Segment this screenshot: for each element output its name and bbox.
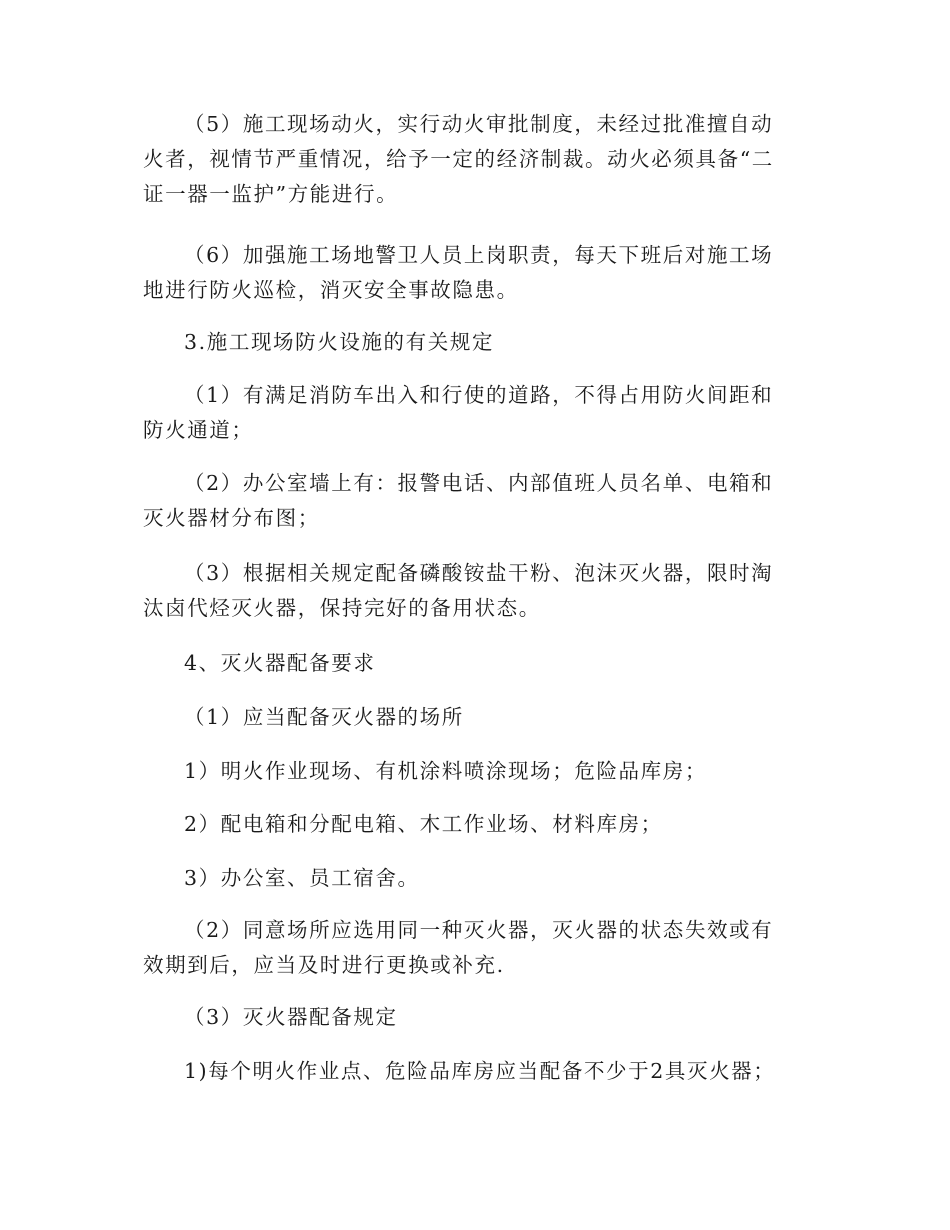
paragraph-office-wall: （2）办公室墙上有：报警电话、内部值班人员名单、电箱和灭火器材分布图； [143, 471, 774, 530]
list-item-two-extinguishers: 1)每个明火作业点、危险品库房应当配备不少于2具灭火器； [184, 1059, 776, 1083]
paragraph-patrol: （6）加强施工场地警卫人员上岗职责，每天下班后对施工场地进行防火巡检，消灭安全事故隐患。 [143, 243, 774, 302]
paragraph-extinguisher-types: （3）根据相关规定配备磷酸铵盐干粉、泡沫灭火器，限时淘汰卤代烃灭火器，保持完好的备用状态。 [143, 561, 774, 620]
section-heading-fire-facilities: 3.施工现场防火设施的有关规定 [184, 330, 495, 354]
subheading-configuration-rules: （3）灭火器配备规定 [184, 1005, 398, 1029]
subheading-locations: （1）应当配备灭火器的场所 [184, 705, 464, 729]
paragraph-same-type: （2）同意场所应选用同一种灭火器，灭火器的状态失效或有效期到后，应当及时进行更换或补充. [143, 918, 774, 977]
list-item-distribution-box: 2）配电箱和分配电箱、木工作业场、材料库房； [184, 812, 663, 836]
paragraph-fire-permit: （5）施工现场动火，实行动火审批制度，未经过批准擅自动火者，视情节严重情况，给予一定的经济制裁。动火必须具备“二证一器一监护”方能进行。 [143, 112, 774, 206]
list-item-office: 3）办公室、员工宿舍。 [184, 866, 420, 890]
paragraph-fire-road: （1）有满足消防车出入和行使的道路，不得占用防火间距和防火通道； [143, 383, 774, 442]
section-heading-extinguisher-requirements: 4、灭火器配备要求 [184, 651, 376, 675]
list-item-open-flame: 1）明火作业现场、有机涂料喷涂现场；危险品库房； [184, 759, 707, 783]
